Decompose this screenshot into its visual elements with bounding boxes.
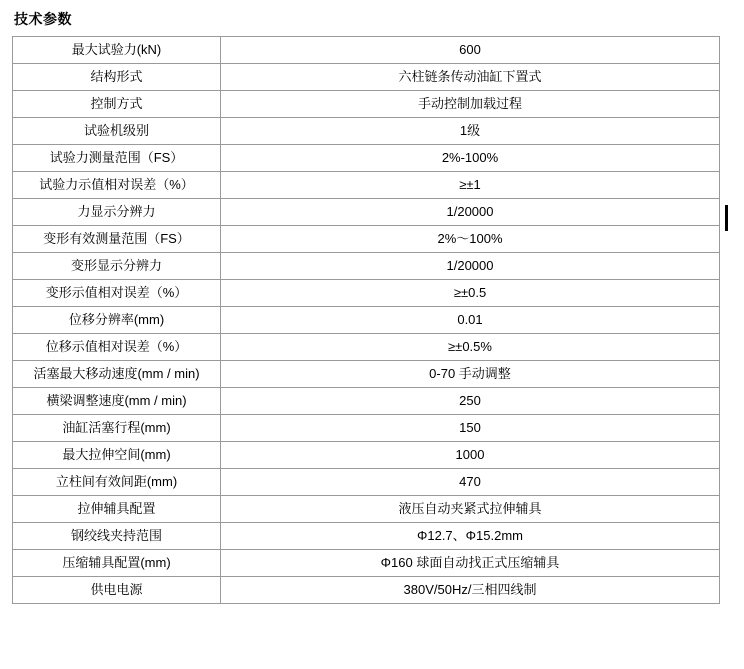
table-row — [13, 226, 720, 253]
parameter-name-cell: 结构形式 — [13, 64, 221, 91]
table-row — [13, 361, 720, 388]
parameter-name-cell: 变形示值相对误差（%） — [13, 280, 221, 307]
table-row — [13, 550, 720, 577]
technical-parameters-table — [12, 36, 720, 604]
parameter-name-cell: 横梁调整速度(mm / min) — [13, 388, 221, 415]
parameter-value-cell: 1000 — [221, 442, 720, 469]
parameter-value-cell: 六柱链条传动油缸下置式 — [221, 64, 720, 91]
parameter-name-cell: 拉伸辅具配置 — [13, 496, 221, 523]
table-row — [13, 496, 720, 523]
table-row — [13, 64, 720, 91]
parameter-value-cell: 手动控制加载过程 — [221, 91, 720, 118]
parameter-name-cell: 最大试验力(kN) — [13, 37, 221, 64]
table-row — [13, 172, 720, 199]
table-row — [13, 91, 720, 118]
parameter-name-cell: 位移分辨率(mm) — [13, 307, 221, 334]
table-body — [13, 37, 720, 604]
parameter-name-cell: 变形显示分辨力 — [13, 253, 221, 280]
table-row — [13, 469, 720, 496]
parameter-name-cell: 立柱间有效间距(mm) — [13, 469, 221, 496]
page-edge-mark — [725, 205, 728, 231]
table-row — [13, 307, 720, 334]
table-row — [13, 145, 720, 172]
table-row — [13, 415, 720, 442]
parameter-value-cell: 液压自动夹紧式拉伸辅具 — [221, 496, 720, 523]
table-row — [13, 388, 720, 415]
table-row — [13, 334, 720, 361]
parameter-value-cell: 470 — [221, 469, 720, 496]
parameter-value-cell: 250 — [221, 388, 720, 415]
parameter-value-cell: ≥±0.5% — [221, 334, 720, 361]
parameter-name-cell: 最大拉伸空间(mm) — [13, 442, 221, 469]
parameter-value-cell: 1/20000 — [221, 253, 720, 280]
parameter-name-cell: 钢绞线夹持范围 — [13, 523, 221, 550]
table-row — [13, 442, 720, 469]
parameter-value-cell: 2%～100% — [221, 226, 720, 253]
table-row — [13, 118, 720, 145]
parameter-name-cell: 控制方式 — [13, 91, 221, 118]
parameter-value-cell: 2%-100% — [221, 145, 720, 172]
parameter-value-cell: ≥±0.5 — [221, 280, 720, 307]
parameter-value-cell: Φ160 球面自动找正式压缩辅具 — [221, 550, 720, 577]
parameter-name-cell: 供电电源 — [13, 577, 221, 604]
parameter-value-cell: ≥±1 — [221, 172, 720, 199]
page-title: 技术参数 — [14, 11, 72, 27]
parameter-value-cell: 150 — [221, 415, 720, 442]
parameter-value-cell: 1级 — [221, 118, 720, 145]
parameter-value-cell: Φ12.7、Φ15.2mm — [221, 523, 720, 550]
parameter-name-cell: 试验力示值相对误差（%） — [13, 172, 221, 199]
parameter-value-cell: 380V/50Hz/三相四线制 — [221, 577, 720, 604]
parameter-value-cell: 0.01 — [221, 307, 720, 334]
table-row — [13, 577, 720, 604]
parameter-name-cell: 变形有效测量范围（FS） — [13, 226, 221, 253]
parameter-name-cell: 试验机级别 — [13, 118, 221, 145]
table-row — [13, 199, 720, 226]
parameter-value-cell: 1/20000 — [221, 199, 720, 226]
parameter-name-cell: 油缸活塞行程(mm) — [13, 415, 221, 442]
parameter-value-cell: 0-70 手动调整 — [221, 361, 720, 388]
table-row — [13, 37, 720, 64]
table-row — [13, 280, 720, 307]
parameter-name-cell: 位移示值相对误差（%） — [13, 334, 221, 361]
parameter-name-cell: 活塞最大移动速度(mm / min) — [13, 361, 221, 388]
parameter-value-cell: 600 — [221, 37, 720, 64]
table-row — [13, 253, 720, 280]
table-row — [13, 523, 720, 550]
parameter-name-cell: 压缩辅具配置(mm) — [13, 550, 221, 577]
parameter-name-cell: 试验力测量范围（FS） — [13, 145, 221, 172]
parameter-name-cell: 力显示分辨力 — [13, 199, 221, 226]
